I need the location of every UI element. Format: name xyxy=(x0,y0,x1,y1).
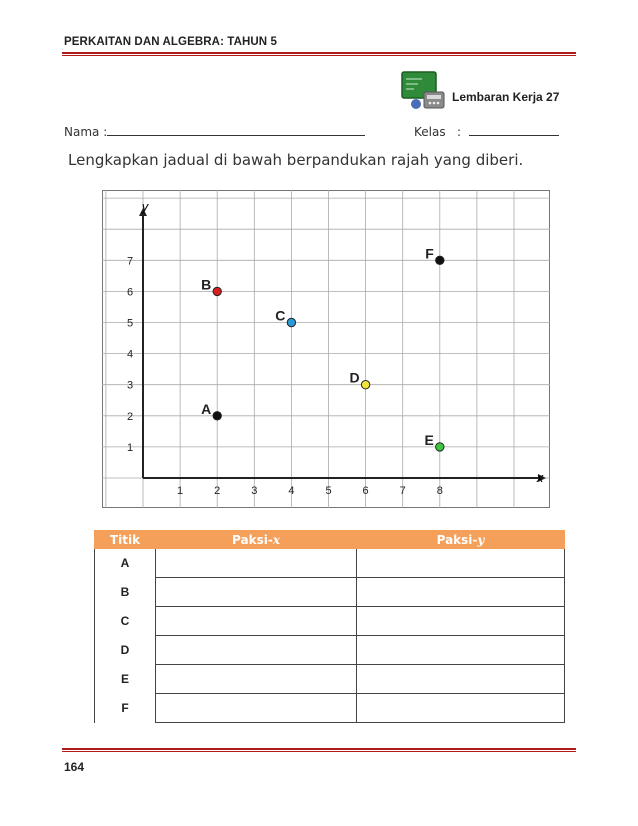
y-tick-label: 2 xyxy=(126,410,134,423)
y-answer-cell[interactable] xyxy=(357,578,565,607)
header-paksi-x: Paksi-x xyxy=(156,531,357,549)
footer-divider xyxy=(62,748,576,752)
point-b-label: B xyxy=(201,276,212,293)
x-answer-cell[interactable] xyxy=(156,636,357,665)
point-e-marker xyxy=(436,443,444,451)
class-blank[interactable] xyxy=(469,124,559,136)
x-axis-label: x xyxy=(536,470,544,485)
page-number: 164 xyxy=(64,760,85,774)
class-colon: : xyxy=(457,125,462,139)
point-label: A xyxy=(95,549,156,578)
y-answer-cell[interactable] xyxy=(357,607,565,636)
name-field[interactable] xyxy=(64,124,365,139)
x-tick-label: 7 xyxy=(399,485,406,497)
y-tick-label: 5 xyxy=(126,317,134,330)
header-titik: Titik xyxy=(95,531,156,549)
point-c-label: C xyxy=(275,307,286,324)
y-answer-cell[interactable] xyxy=(357,694,565,723)
x-tick-label: 4 xyxy=(288,485,295,497)
class-label: Kelas xyxy=(414,125,446,139)
point-f-marker xyxy=(436,256,444,264)
name-blank[interactable] xyxy=(107,124,365,136)
table-row xyxy=(95,549,565,578)
y-tick-label: 7 xyxy=(126,255,134,268)
x-answer-cell[interactable] xyxy=(156,549,357,578)
point-label: C xyxy=(95,607,156,636)
point-f-label: F xyxy=(425,245,434,262)
header-divider xyxy=(62,52,576,56)
grid-border xyxy=(103,191,550,508)
point-d-marker xyxy=(361,381,369,389)
point-e-label: E xyxy=(424,431,434,448)
y-tick-label: 4 xyxy=(126,348,134,361)
y-answer-cell[interactable] xyxy=(357,636,565,665)
x-tick-label: 2 xyxy=(214,485,221,497)
y-answer-cell[interactable] xyxy=(357,549,565,578)
x-answer-cell[interactable] xyxy=(156,578,357,607)
answer-table xyxy=(94,530,565,723)
table-row xyxy=(95,694,565,723)
name-label: Nama : xyxy=(64,125,108,139)
x-tick-label: 8 xyxy=(436,485,443,497)
y-axis-label: y xyxy=(141,199,149,214)
header-title: PERKAITAN DAN ALGEBRA: TAHUN 5 xyxy=(64,36,277,48)
table-row xyxy=(95,578,565,607)
x-answer-cell[interactable] xyxy=(156,607,357,636)
worksheet-label: Lembaran Kerja 27 xyxy=(452,90,560,104)
point-a-marker xyxy=(213,412,221,420)
y-answer-cell[interactable] xyxy=(357,665,565,694)
x-tick-label: 6 xyxy=(362,485,369,497)
point-label: F xyxy=(95,694,156,723)
x-tick-label: 3 xyxy=(251,485,258,497)
instruction-text: Lengkapkan jadual di bawah berpandukan rajah yang diberi. xyxy=(68,151,524,169)
point-a-label: A xyxy=(201,400,212,417)
point-label: B xyxy=(95,578,156,607)
class-field[interactable] xyxy=(414,124,559,139)
point-d-label: D xyxy=(349,369,360,386)
y-tick-label: 1 xyxy=(126,441,134,454)
x-tick-label: 5 xyxy=(325,485,332,497)
point-label: E xyxy=(95,665,156,694)
x-tick-label: 1 xyxy=(177,485,184,497)
y-tick-label: 3 xyxy=(126,379,134,392)
x-answer-cell[interactable] xyxy=(156,665,357,694)
coordinate-grid-chart xyxy=(102,190,550,508)
y-tick-label: 6 xyxy=(126,286,134,299)
header-paksi-y: Paksi-y xyxy=(357,531,565,549)
teacher-board-icon xyxy=(398,70,448,112)
table-row xyxy=(95,636,565,665)
table-row xyxy=(95,665,565,694)
point-label: D xyxy=(95,636,156,665)
point-b-marker xyxy=(213,287,221,295)
x-answer-cell[interactable] xyxy=(156,694,357,723)
table-row xyxy=(95,607,565,636)
table-header-row xyxy=(95,531,565,549)
point-c-marker xyxy=(287,318,295,326)
